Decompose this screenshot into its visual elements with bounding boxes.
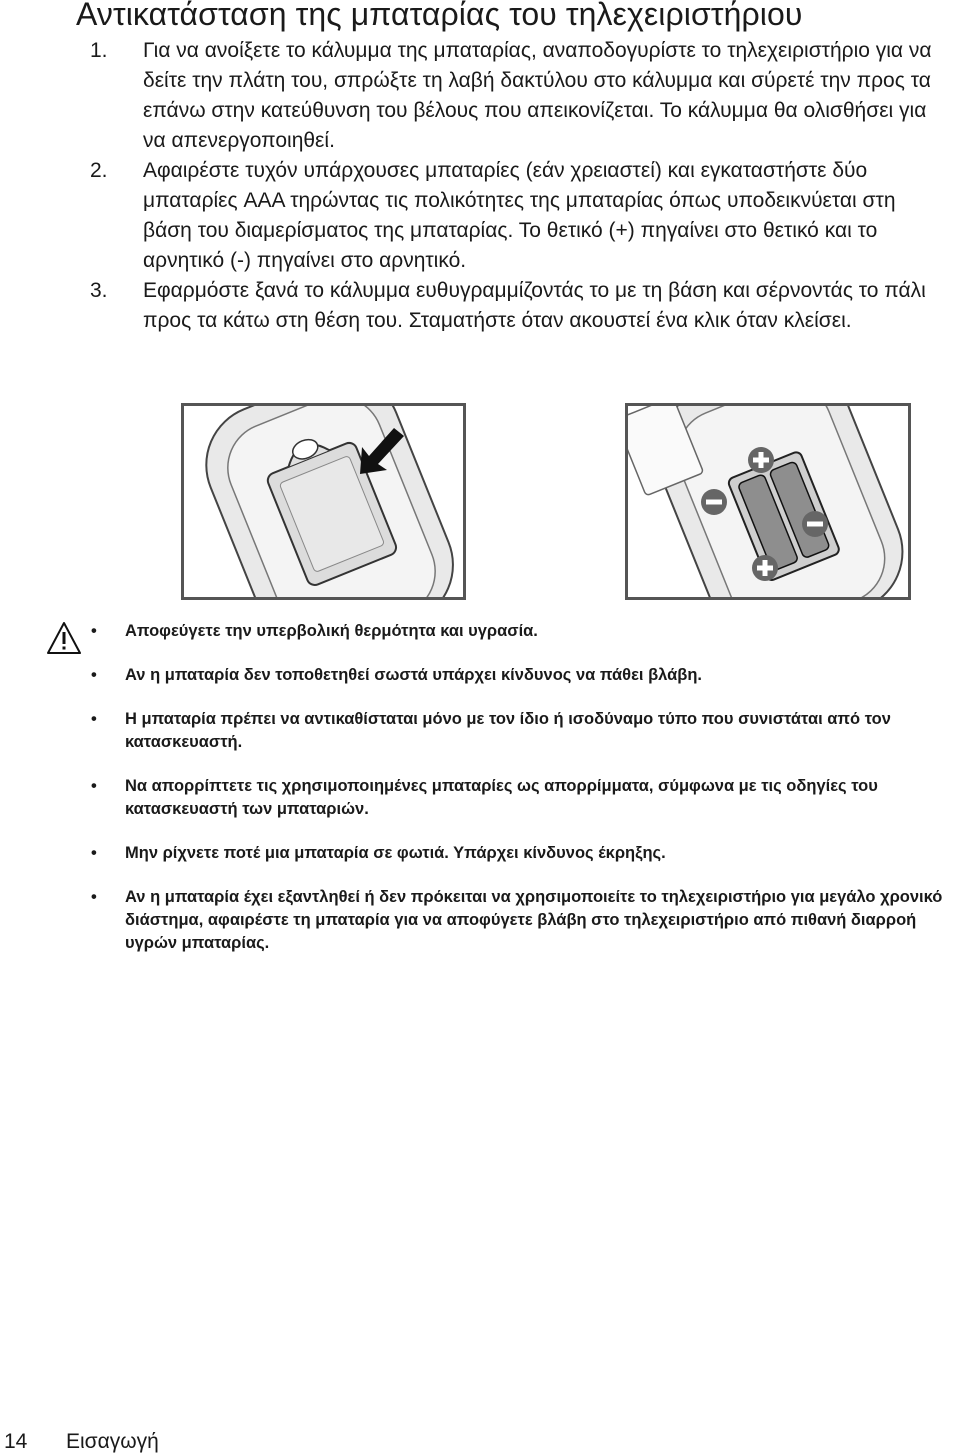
page-number: 14 (4, 1430, 28, 1453)
remote-cover-arrow-illustration (184, 406, 463, 597)
warning-item: • Αποφεύγετε την υπερβολική θερμότητα και υγρασία. (0, 620, 960, 643)
step-1 (0, 36, 943, 156)
page-title: Αντικατάσταση της μπαταρίας του τηλεχειριστήριου (76, 0, 803, 32)
step-number: 2. (90, 159, 108, 182)
step-text: Εφαρμόστε ξανά το κάλυμμα ευθυγραμμίζοντάς το με τη βάση και σέρνοντάς το πάλι προς τα κάτω στη θέση του. Σταματήστε όταν ακουστεί ένα κλικ όταν κλείσει. (143, 279, 926, 332)
warning-item: • Αν η μπαταρία έχει εξαντληθεί ή δεν πρόκειται να χρησιμοποιείτε το τηλεχειριστήριο για μεγάλο χρονικό διάστημα, αφαιρέστε τη μπαταρία για να αποφύγετε βλάβη στο τηλεχειριστήριο από πιθανή διαρροή υγρών μπαταρίας. (0, 886, 960, 955)
step-text: Για να ανοίξετε το κάλυμμα της μπαταρίας, αναποδογυρίστε το τηλεχειριστήριο για να δείτε την πλάτη του, σπρώξτε τη λαβή δακτύλου στο κάλυμμα και σύρετέ την προς τα επάνω στην κατεύθυνση του βέλους που απεικονίζεται. Το κάλυμμα θα ολισθήσει για να απενεργοποιηθεί. (143, 39, 932, 152)
remote-batteries-polarity-illustration (628, 406, 908, 597)
step-number: 3. (90, 279, 108, 302)
step-2 (0, 156, 943, 276)
step-text: Αφαιρέστε τυχόν υπάρχουσες μπαταρίες (εάν χρειαστεί) και εγκαταστήστε δύο μπαταρίες AAA τηρώντας τις πολικότητες της μπαταρίας όπως υποδεικνύεται στη βάση του διαμερίσματος της μπαταρίας. Το θετικό (+) πηγαίνει στο θετικό και το αρνητικό (-) πηγαίνει στο αρνητικό. (143, 159, 896, 272)
step-3 (0, 276, 943, 336)
warning-item: • Να απορρίπτετε τις χρησιμοποιημένες μπαταρίες ως απορρίμματα, σύμφωνα με τις οδηγίες του κατασκευαστή των μπαταριών. (0, 775, 960, 821)
step-number: 1. (90, 39, 108, 62)
warning-list (0, 620, 960, 976)
warning-item: • Μην ρίχνετε ποτέ μια μπαταρία σε φωτιά. Υπάρχει κίνδυνος έκρηξης. (0, 842, 960, 865)
instruction-steps (0, 36, 960, 336)
warning-item: • Αν η μπαταρία δεν τοποθετηθεί σωστά υπάρχει κίνδυνος να πάθει βλάβη. (0, 664, 960, 687)
section-name: Εισαγωγή (66, 1430, 159, 1453)
remote-cover-figure (181, 403, 466, 600)
warning-item: • Η μπαταρία πρέπει να αντικαθίσταται μόνο με τον ίδιο ή ισοδύναμο τύπο που συνιστάται από τον κατασκευαστή. (0, 708, 960, 754)
remote-batteries-figure (625, 403, 911, 600)
